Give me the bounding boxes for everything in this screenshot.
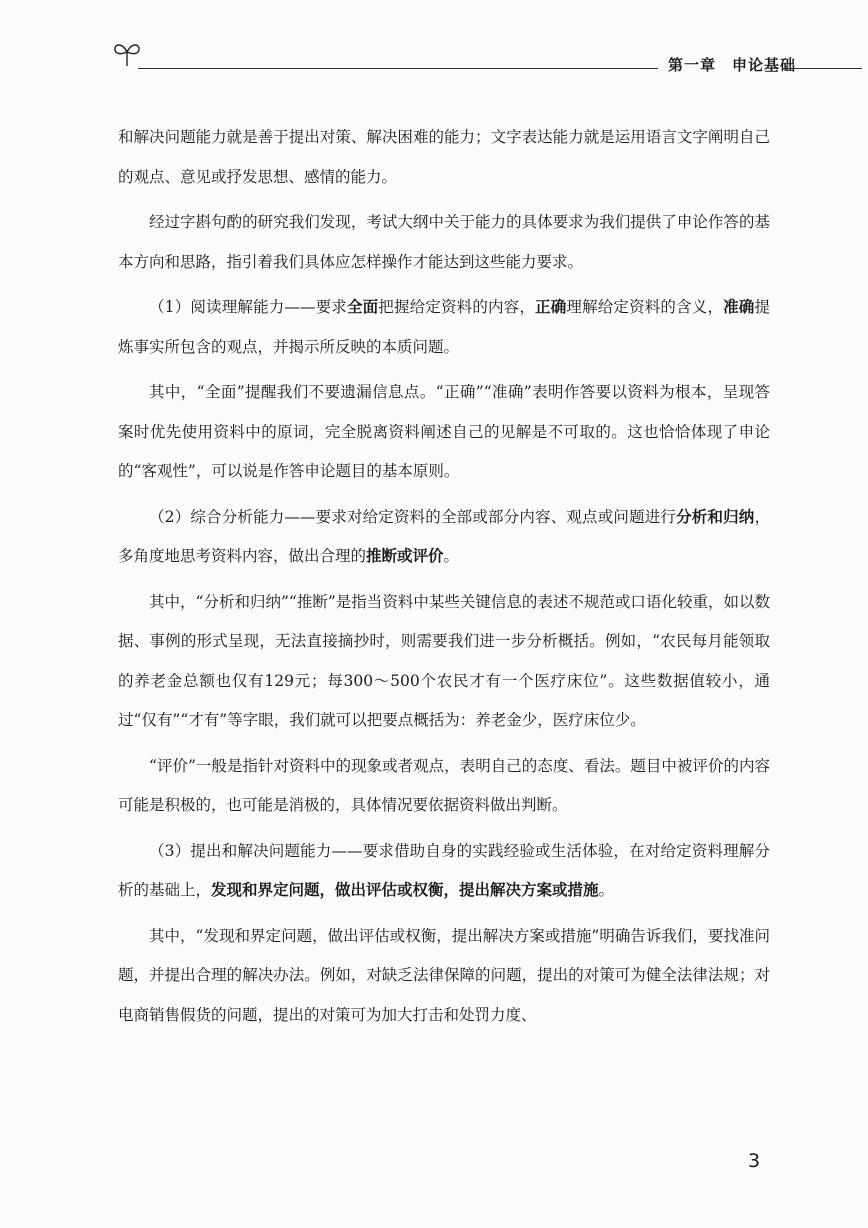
page-number: 3 (748, 1150, 761, 1172)
emphasis-text: 准确 (723, 298, 755, 316)
paragraph-text: “评价”一般是指针对资料中的现象或者观点，表明自己的态度、看法。题目中被评价的内容可能是积极的，也可能是消极的，具体情况要依据资料做出判断。 (118, 756, 770, 814)
paragraph (118, 917, 770, 1036)
paragraph (118, 832, 770, 911)
paragraph-text: （1）阅读理解能力——要求 (149, 298, 347, 316)
chapter-number: 第一章 (668, 56, 717, 74)
emphasis-text: 推断或评价 (366, 547, 444, 565)
running-header (112, 30, 862, 80)
paragraph-text: 其中，“发现和界定问题，做出评估或权衡，提出解决方案或措施”明确告诉我们，要找准问题，并提出合理的解决办法。例如，对缺乏法律保障的问题，提出的对策可为健全法律法规；对电商销售假货的问题，提出的对策可为加大打击和处罚力度、 (118, 926, 770, 1024)
paragraph-text: 。 (598, 881, 615, 899)
emphasis-text: 发现和界定问题，做出评估或权衡，提出解决方案或措施 (211, 881, 599, 899)
paragraph (118, 747, 770, 826)
paragraph (118, 118, 770, 197)
header-rule-left (138, 68, 658, 69)
emphasis-text: 全面 (346, 298, 379, 316)
chapter-title: 申论基础 (732, 56, 797, 74)
leaf-sprout-icon (112, 40, 142, 68)
paragraph (118, 288, 770, 367)
paragraph-text: 把握给定资料的内容， (378, 298, 536, 316)
paragraph-text: 其中，“全面”提醒我们不要遗漏信息点。“正确”“准确”表明作答要以资料为根本，呈现答案时优先使用资料中的原词，完全脱离资料阐述自己的见解是不可取的。这也恰恰体现了申论的“客观性”，可以说是作答申论题目的基本原则。 (118, 383, 770, 480)
paragraph-text: （3）提出和解决问题能力——要求借助自身的实践经验或生活体验，在对给定资料理解分析的基础上， (118, 841, 770, 899)
paragraph-text: ，多角度地思考资料内容，做出合理的 (118, 507, 770, 565)
chapter-heading (668, 54, 796, 75)
paragraph-text: 和解决问题能力就是善于提出对策、解决困难的能力；文字表达能力就是运用语言文字阐明自己的观点、意见或抒发思想、感情的能力。 (118, 128, 770, 186)
paragraph-text: 经过字斟句酌的研究我们发现，考试大纲中关于能力的具体要求为我们提供了申论作答的基本方向和思路，指引着我们具体应怎样操作才能达到这些能力要求。 (118, 213, 770, 271)
paragraph (118, 373, 770, 492)
paragraph-text: 理解给定资料的含义， (566, 298, 724, 316)
paragraph (118, 203, 770, 282)
paragraph-text: （2）综合分析能力——要求对给定资料的全部或部分内容、观点或问题进行 (149, 507, 677, 526)
body-text (118, 118, 770, 1035)
emphasis-text: 正确 (535, 298, 567, 316)
emphasis-text: 分析和归纳 (676, 507, 755, 526)
paragraph (118, 583, 770, 741)
paragraph-text: 提炼事实所包含的观点，并揭示所反映的本质问题。 (118, 298, 770, 356)
paragraph (118, 498, 770, 577)
paragraph-text: 其中，“分析和归纳”“推断”是指当资料中某些关键信息的表述不规范或口语化较重，如以数据、事例的形式呈现，无法直接摘抄时，则需要我们进一步分析概括。例如，“农民每月能领取的养老金总额也仅有129元；每300～500个农民才有一个医疗床位”。这些数据值较小，通过“仅有”“才有”等字眼，我们就可以把要点概括为：养老金少，医疗床位少。 (118, 592, 770, 729)
header-rule-right (782, 68, 862, 69)
paragraph-text: 。 (443, 547, 460, 565)
